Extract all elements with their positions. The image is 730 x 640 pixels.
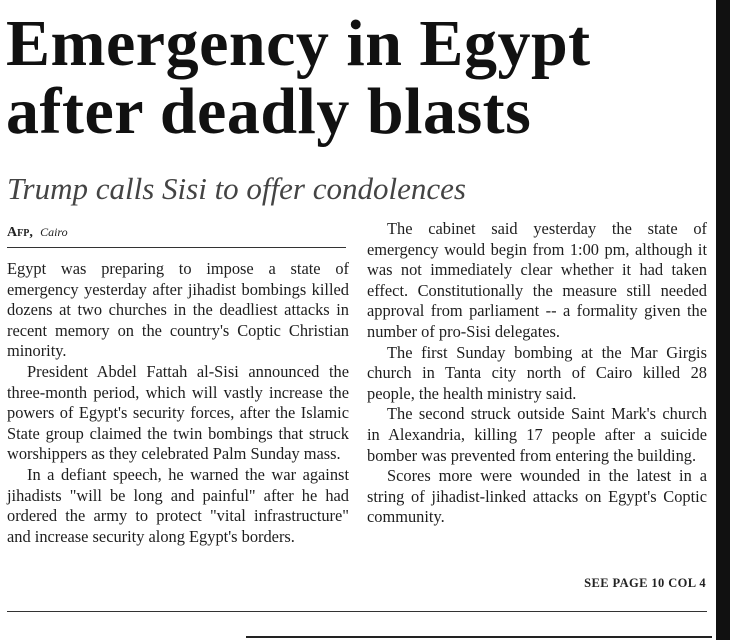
paragraph: Scores more were wounded in the latest in a string of jihadist-linked attacks on Egypt's Coptic community. <box>367 466 707 527</box>
headline-line-2: after deadly blasts <box>6 75 532 148</box>
jump-line[interactable]: SEE PAGE 10 COL 4 <box>584 576 706 590</box>
byline-rule <box>7 247 346 248</box>
page-edge-shadow <box>716 0 730 640</box>
subheadline: Trump calls Sisi to offer condolences <box>7 171 466 206</box>
paragraph: President Abdel Fattah al-Sisi announced the three-month period, which will vastly increase the powers of Egypt's security forces, after the Islamic State group claimed the twin bombings that struck worshippers as they celebrated Palm Sunday mass. <box>7 361 349 464</box>
headline-line-1: Emergency in Egypt <box>6 7 591 80</box>
byline-place: Cairo <box>40 225 68 239</box>
byline <box>7 224 68 241</box>
next-article-rule <box>246 636 712 638</box>
paragraph: Egypt was preparing to impose a state of emergency yesterday after jihadist bombings killed dozens at two churches in the deadliest attacks in recent memory on the country's Coptic Christian minority. <box>7 259 349 361</box>
paragraph: The cabinet said yesterday the state of emergency would begin from 1:00 pm, although it was not immediately clear whether it had taken effect. Constitutionally the measure still needed approval from parliament -- a formality given the number of pro-Sisi delegates. <box>367 219 707 341</box>
paragraph: The second struck outside Saint Mark's church in Alexandria, killing 17 people after a suicide bomber was prevented from entering the building. <box>367 404 707 465</box>
paragraph: In a defiant speech, he warned the war against jihadists "will be long and painful" after he had ordered the army to protect "vital infrastructure" and increase security along Egypt's borders. <box>7 464 349 546</box>
headline <box>6 7 706 148</box>
article-column-2 <box>367 219 707 528</box>
article-column-1 <box>7 259 349 547</box>
byline-agency: Afp, <box>7 225 33 240</box>
bottom-rule <box>7 611 707 612</box>
paragraph: The first Sunday bombing at the Mar Girgis church in Tanta city north of Cairo killed 28 people, the health ministry said. <box>367 342 707 403</box>
